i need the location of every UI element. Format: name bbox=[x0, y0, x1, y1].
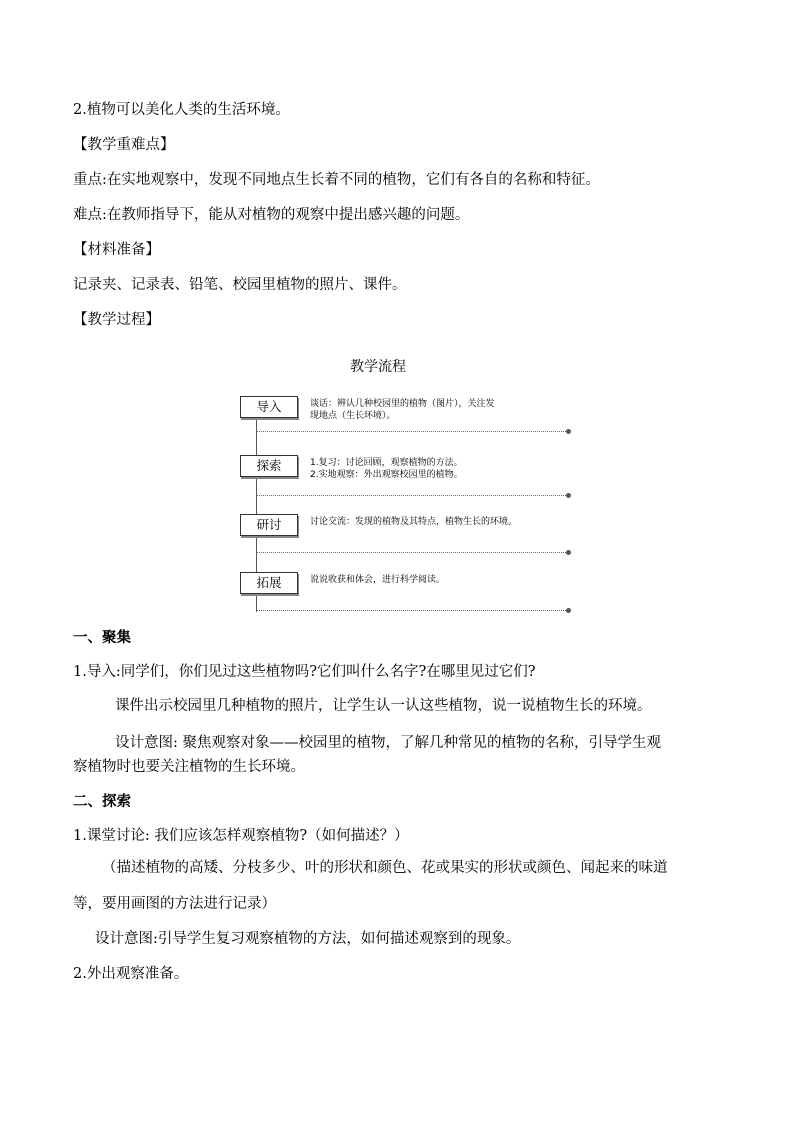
flow-step-desc bbox=[310, 398, 570, 422]
teaching-flow-diagram bbox=[238, 356, 578, 616]
flow-step-desc-line: 2.实地观察：外出观察校园里的植物。 bbox=[310, 470, 463, 480]
flow-step-discuss bbox=[238, 514, 576, 554]
flow-step-desc-line: 现地点（生长环境）。 bbox=[310, 411, 396, 421]
flow-step-desc-line: 1.复习：讨论回顾，观察植物的方法。 bbox=[310, 458, 463, 468]
flow-dot bbox=[566, 608, 571, 613]
flow-step-label: 导入 bbox=[240, 396, 298, 418]
flow-step-intro bbox=[238, 396, 576, 436]
flow-dot bbox=[566, 550, 571, 555]
flow-step-desc bbox=[310, 574, 570, 586]
text-line: 课件出示校园里几种植物的照片，让学生认一认这些植物，说一说植物生长的环境。 bbox=[115, 698, 652, 714]
flow-dot bbox=[566, 429, 571, 434]
flow-step-label: 研讨 bbox=[240, 514, 298, 536]
flow-step-desc-line: 说说收获和体会，进行科学阅读。 bbox=[310, 575, 446, 585]
flow-title: 教学流程 bbox=[350, 359, 406, 375]
section-heading: 一、聚集 bbox=[73, 629, 131, 646]
flow-step-desc-line: 讨论交流：发现的植物及其特点，植物生长的环境。 bbox=[310, 517, 518, 527]
text-line: 记录夹、记录表、铅笔、校园里植物的照片、课件。 bbox=[73, 277, 407, 293]
flow-step-desc-line: 谈话：辨认几种校园里的植物（图片），关注发 bbox=[310, 399, 495, 409]
flow-dotted-line bbox=[256, 431, 568, 432]
section-heading: 【教学重难点】 bbox=[73, 137, 175, 153]
text-line: 设计意图:引导学生复习观察植物的方法，如何描述观察到的现象。 bbox=[95, 931, 521, 947]
flow-dot bbox=[566, 493, 571, 498]
flow-step-desc bbox=[310, 457, 570, 481]
flow-step-explore bbox=[238, 455, 576, 495]
section-heading: 二、探索 bbox=[73, 793, 131, 810]
text-line: （描述植物的高矮、分枝多少、叶的形状和颜色、花或果实的形状或颜色、闻起来的味道 bbox=[102, 860, 668, 876]
text-line: 2.外出观察准备。 bbox=[73, 966, 189, 982]
text-line: 等，要用画图的方法进行记录） bbox=[73, 896, 276, 912]
flow-step-label: 拓展 bbox=[240, 572, 298, 594]
text-line: 1.课堂讨论: 我们应该怎样观察植物?（如何描述？） bbox=[73, 828, 409, 844]
flow-step-desc bbox=[310, 516, 570, 528]
text-line: 重点:在实地观察中，发现不同地点生长着不同的植物，它们有各自的名称和特征。 bbox=[73, 172, 600, 188]
flow-dotted-line bbox=[256, 610, 568, 611]
flow-step-extend bbox=[238, 572, 576, 612]
flow-dotted-line bbox=[256, 552, 568, 553]
text-line: 难点:在教师指导下，能从对植物的观察中提出感兴趣的问题。 bbox=[73, 207, 470, 223]
text-line: 察植物时也要关注植物的生长环境。 bbox=[73, 759, 305, 775]
text-line: 设计意图: 聚焦观察对象——校园里的植物，了解几种常见的植物的名称，引导学生观 bbox=[115, 735, 661, 751]
section-heading: 【教学过程】 bbox=[73, 312, 160, 328]
flow-step-label: 探索 bbox=[240, 455, 298, 477]
text-line: 2.植物可以美化人类的生活环境。 bbox=[73, 102, 290, 118]
section-heading: 【材料准备】 bbox=[73, 242, 160, 258]
text-line: 1.导入:同学们，你们见过这些植物吗?它们叫什么名字?在哪里见过它们? bbox=[73, 664, 536, 680]
flow-dotted-line bbox=[256, 495, 568, 496]
